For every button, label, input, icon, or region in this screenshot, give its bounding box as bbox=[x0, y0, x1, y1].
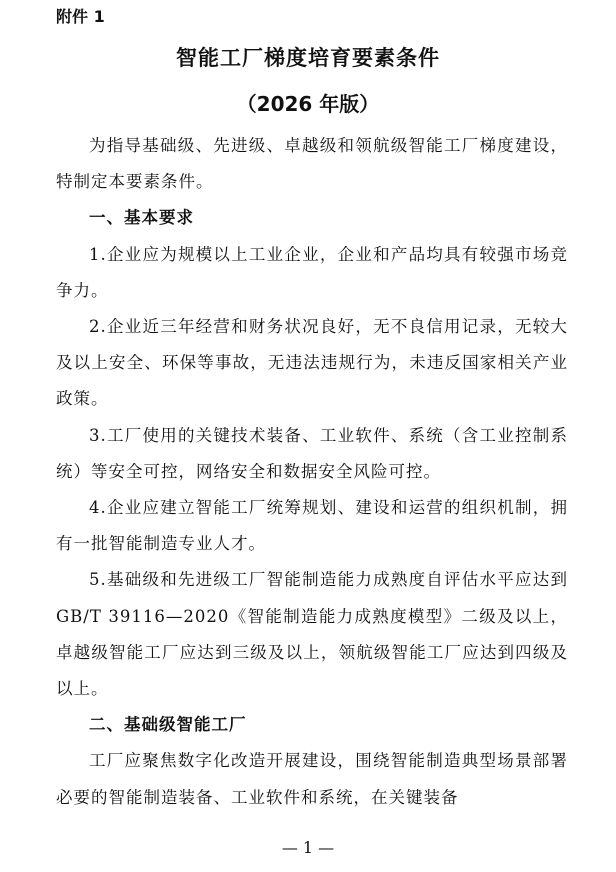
requirement-3: 3.工厂使用的关键技术装备、工业软件、系统（含工业控制系统）等安全可控，网络安全和数据安全风险可控。 bbox=[56, 425, 568, 481]
requirement-4: 4.企业应建立智能工厂统筹规划、建设和运营的组织机制，拥有一批智能制造专业人才。 bbox=[56, 498, 568, 554]
basic-level-paragraph: 工厂应聚焦数字化改造开展建设，围绕智能制造典型场景部署必要的智能制造装备、工业软件和系统，在关键装备 bbox=[56, 751, 568, 807]
document-body bbox=[56, 128, 568, 816]
document-edition: （2026 年版） bbox=[236, 92, 380, 116]
document-title: 智能工厂梯度培育要素条件 bbox=[176, 46, 440, 70]
requirement-1: 1.企业应为规模以上工业企业，企业和产品均具有较强市场竞争力。 bbox=[56, 244, 568, 300]
requirement-5: 5.基础级和先进级工厂智能制造能力成熟度自评估水平应达到 GB/T 39116—2020《智能制造能力成熟度模型》二级及以上，卓越级智能工厂应达到三级及以上，领航级智能工厂应达到四级及以上。 bbox=[56, 570, 568, 699]
page-number: — 1 — bbox=[281, 838, 335, 857]
section-heading-basic-requirements: 一、基本要求 bbox=[89, 208, 194, 228]
section-heading-basic-level-factory: 二、基础级智能工厂 bbox=[89, 715, 247, 735]
requirement-2: 2.企业近三年经营和财务状况良好，无不良信用记录，无较大及以上安全、环保等事故，无违法违规行为，未违反国家相关产业政策。 bbox=[56, 317, 568, 409]
attachment-label: 附件 1 bbox=[56, 7, 105, 26]
intro-paragraph: 为指导基础级、先进级、卓越级和领航级智能工厂梯度建设，特制定本要素条件。 bbox=[56, 136, 568, 192]
